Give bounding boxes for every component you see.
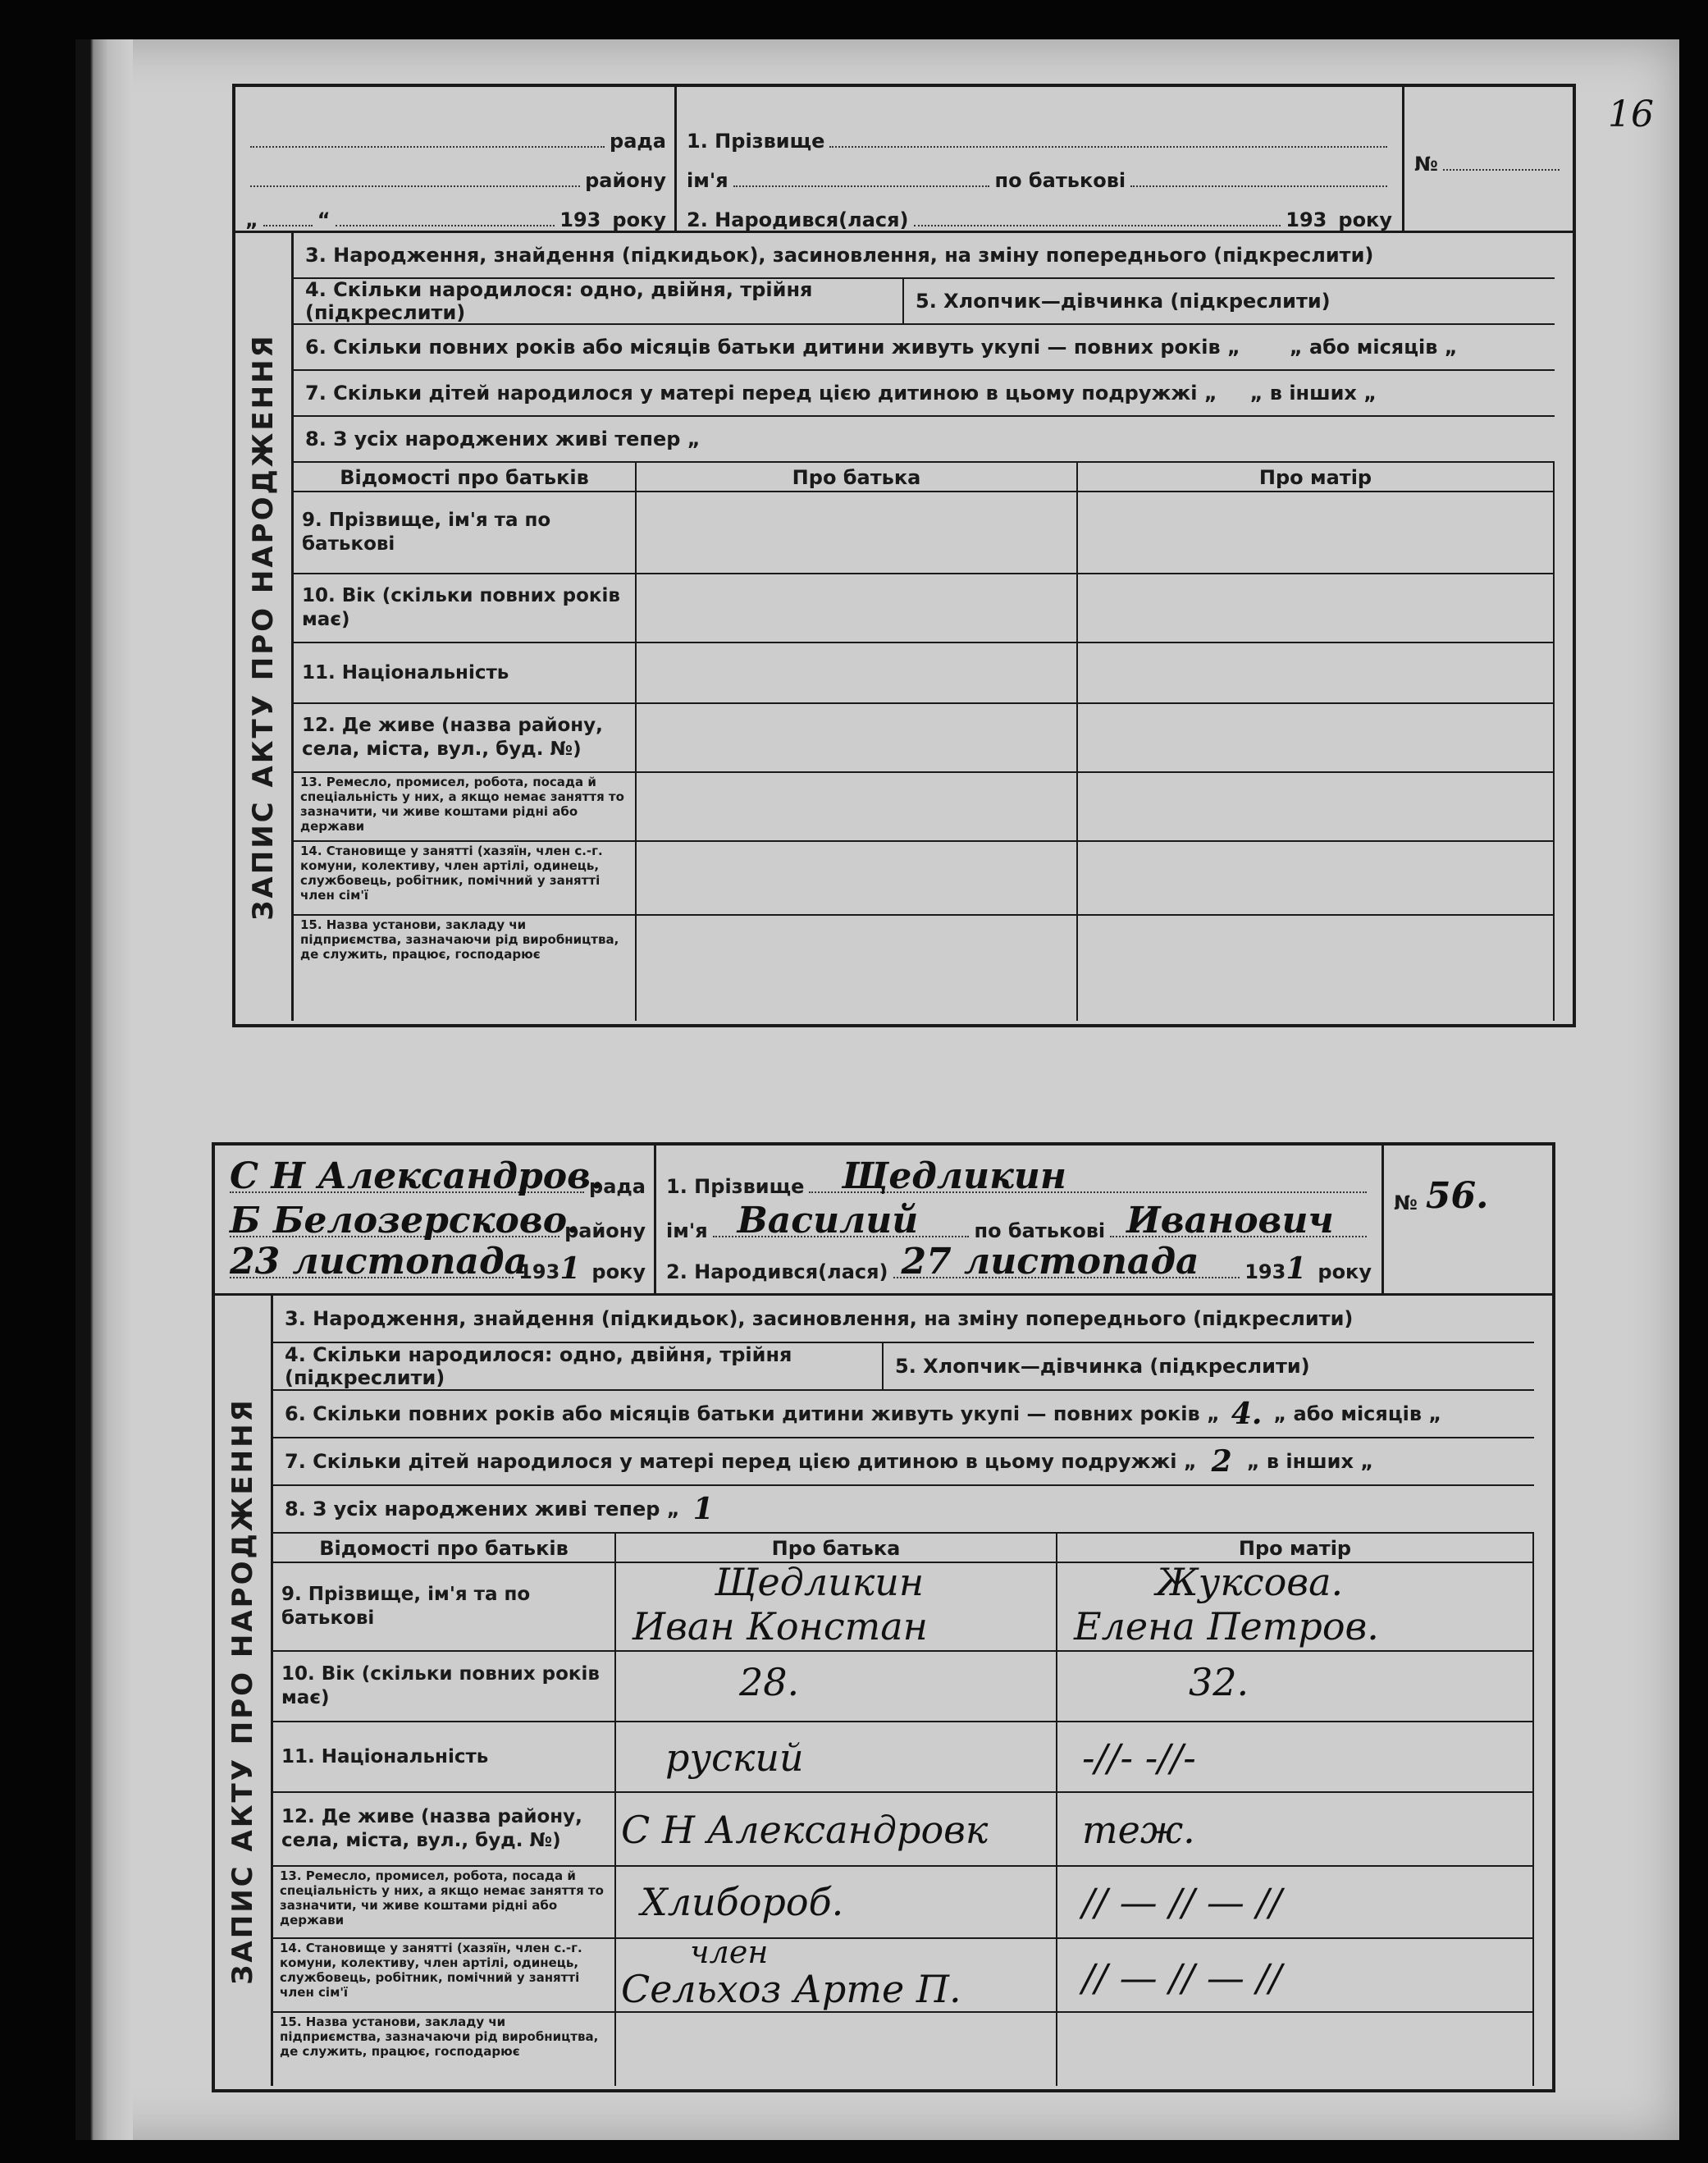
father-residence: С Н Александровк — [621, 1808, 989, 1852]
rada-value: С Н Александров. — [230, 1155, 604, 1197]
name-label: ім'я — [666, 1219, 708, 1242]
blank-birth-record-form — [232, 84, 1576, 1027]
f7-count-value: 2 — [1211, 1444, 1232, 1479]
row-9-label: 9. Прізвище, ім'я та по батькові — [281, 1584, 531, 1629]
form-header — [215, 1146, 1552, 1296]
born-label: 2. Народився(лася) — [666, 1260, 888, 1283]
row-10-label: 10. Вік (скільки повних років має) — [281, 1663, 600, 1708]
father-nationality: руский — [665, 1735, 804, 1780]
row-9-label: 9. Прізвище, ім'я та по батькові — [302, 510, 551, 555]
mother-occupation: // — // — // — [1082, 1880, 1282, 1924]
number-label: № — [1414, 153, 1438, 176]
raion-label: району — [564, 1219, 646, 1242]
field-8: 8. З усіх народжених живі тепер „ 1 — [273, 1486, 1534, 1534]
father-status-line2: Сельхоз Арте П. — [621, 1967, 961, 2011]
row-14-label: 14. Становище у занятті (хазяїн, член с.-г. комуни, колективу, член артілі, одинець, службовець, робітник, помічний у занятті член сім'ї — [300, 844, 603, 903]
year-suffix: 1 — [559, 1251, 581, 1286]
row-13-label: 13. Ремесло, промисел, робота, посада й спеціальність у них, а якщо немає заняття то зазначити, чи живе коштами рідні або держави — [280, 1868, 604, 1927]
father-name: Иван Констан — [633, 1604, 928, 1649]
born-year-suffix: 1 — [1286, 1251, 1307, 1286]
mother-age: 32. — [1189, 1660, 1249, 1704]
header-middle — [677, 87, 1400, 231]
form-body — [294, 233, 1555, 1021]
rada-label: рада — [589, 1175, 646, 1198]
f6-years-value: 4. — [1231, 1397, 1263, 1431]
parents-table — [273, 1534, 1534, 2086]
col-father: Про батька — [771, 1537, 901, 1560]
father-occupation: Хлибороб. — [641, 1880, 844, 1924]
mother-status: // — // — // — [1082, 1955, 1282, 2000]
header-left — [215, 1146, 656, 1293]
father-surname: Щедликин — [715, 1560, 925, 1604]
form-header — [235, 87, 1573, 233]
row-14-label: 14. Становище у занятті (хазяїн, член с.-г. комуни, колективу, член артілі, одинець, службовець, робітник, помічний у занятті член сім'ї — [280, 1941, 582, 2000]
born-value: 27 листопада — [901, 1241, 1199, 1283]
born-roku-label: року — [1318, 1260, 1372, 1283]
filled-birth-record-form — [212, 1142, 1555, 2092]
field-5: 5. Хлопчик—дівчинка (підкреслити) — [916, 290, 1331, 313]
mother-residence: теж. — [1082, 1808, 1195, 1852]
field-4: 4. Скільки народилося: одно, двійня, трійня (підкреслити) — [305, 278, 813, 324]
book-binding — [75, 39, 133, 2140]
row-15-label: 15. Назва установи, закладу чи підприємства, зазначаючи рід виробництва, де служить, працює, господарює — [280, 2014, 599, 2059]
born-roku-label: року — [1338, 208, 1392, 231]
form-body — [273, 1296, 1534, 2086]
row-11-label: 11. Національність — [302, 661, 509, 684]
name-label: ім'я — [687, 169, 728, 192]
father-status-line1: член — [690, 1934, 769, 1970]
field-4: 4. Скільки народилося: одно, двійня, трійня (підкреслити) — [285, 1343, 792, 1389]
header-number — [1402, 87, 1573, 231]
header-middle — [656, 1146, 1380, 1293]
field-3: 3. Народження, знайдення (підкидьок), засиновлення, на зміну попереднього (підкреслити) — [273, 1296, 1534, 1343]
row-12-label: 12. Де живе (назва району, села, міста, вул., буд. №) — [281, 1806, 582, 1851]
page-number: 16 — [1608, 94, 1654, 135]
side-title: ЗАПИС АКТУ ПРО НАРОДЖЕННЯ — [235, 233, 294, 1021]
row-11-label: 11. Національність — [281, 1745, 489, 1767]
raion-value: Б Белозерсково. — [230, 1200, 580, 1242]
field-8: 8. З усіх народжених живі тепер „ — [294, 417, 1555, 463]
col-father: Про батька — [792, 466, 921, 489]
field-4-5 — [273, 1343, 1534, 1391]
col-mother: Про матір — [1238, 1537, 1352, 1560]
col-parents: Відомості про батьків — [340, 466, 589, 489]
field-6: 6. Скільки повних років або місяців батьки дитини живуть укупі — повних років „ „ або місяців „ — [294, 325, 1555, 371]
roku-label: року — [612, 208, 666, 231]
patronymic-label: по батькові — [974, 1219, 1106, 1242]
born-label: 2. Народився(лася) — [687, 208, 909, 231]
father-age: 28. — [739, 1660, 800, 1704]
surname-value: Щедликин — [842, 1155, 1066, 1197]
rada-label: рада — [610, 130, 666, 153]
f8-alive-value: 1 — [692, 1492, 714, 1526]
patronymic-value: Иванович — [1126, 1200, 1334, 1242]
side-title: ЗАПИС АКТУ ПРО НАРОДЖЕННЯ — [215, 1296, 273, 2086]
row-12-label: 12. Де живе (назва району, села, міста, вул., буд. №) — [302, 715, 603, 760]
year-label: 193 — [518, 1260, 560, 1283]
header-left: рада району „ “ 193 року — [235, 87, 677, 231]
raion-label: району — [585, 169, 666, 192]
field-6: 6. Скільки повних років або місяців батьки дитини живуть укупі — повних років „ 4. „ або місяців „ — [273, 1391, 1534, 1438]
row-10-label: 10. Вік (скільки повних років має) — [302, 585, 620, 630]
year-label: 193 — [559, 208, 601, 231]
date-value: 23 листопада — [230, 1241, 528, 1283]
field-5: 5. Хлопчик—дівчинка (підкреслити) — [895, 1355, 1310, 1378]
mother-name: Елена Петров. — [1074, 1604, 1379, 1649]
patronymic-label: по батькові — [994, 169, 1126, 192]
roku-label: року — [591, 1260, 646, 1283]
mother-surname: Жуксова. — [1156, 1560, 1344, 1604]
field-7: 7. Скільки дітей народилося у матері перед цією дитиною в цьому подружжі „ „ в інших „ — [294, 371, 1555, 417]
surname-label: 1. Прізвище — [687, 130, 825, 153]
field-4-5 — [294, 279, 1555, 325]
surname-label: 1. Прізвище — [666, 1175, 805, 1198]
number-value: 56. — [1425, 1175, 1489, 1217]
parents-table — [294, 463, 1555, 1021]
mother-nationality: -//- -//- — [1082, 1735, 1196, 1780]
field-7: 7. Скільки дітей народилося у матері перед цією дитиною в цьому подружжі „ 2 „ в інших „ — [273, 1438, 1534, 1486]
born-year-label: 193 — [1286, 208, 1327, 231]
field-3: 3. Народження, знайдення (підкидьок), засиновлення, на зміну попереднього (підкреслити) — [294, 233, 1555, 279]
number-label: № — [1394, 1191, 1418, 1214]
row-13-label: 13. Ремесло, промисел, робота, посада й спеціальність у них, а якщо немає заняття то зазначити, чи живе коштами рідні або держави — [300, 775, 624, 834]
name-value: Василий — [737, 1200, 919, 1242]
row-15-label: 15. Назва установи, закладу чи підприємства, зазначаючи рід виробництва, де служить, працює, господарює — [300, 917, 619, 962]
col-parents: Відомості про батьків — [319, 1537, 569, 1560]
born-year-label: 193 — [1244, 1260, 1286, 1283]
col-mother: Про матір — [1258, 466, 1372, 489]
header-number — [1381, 1146, 1552, 1293]
